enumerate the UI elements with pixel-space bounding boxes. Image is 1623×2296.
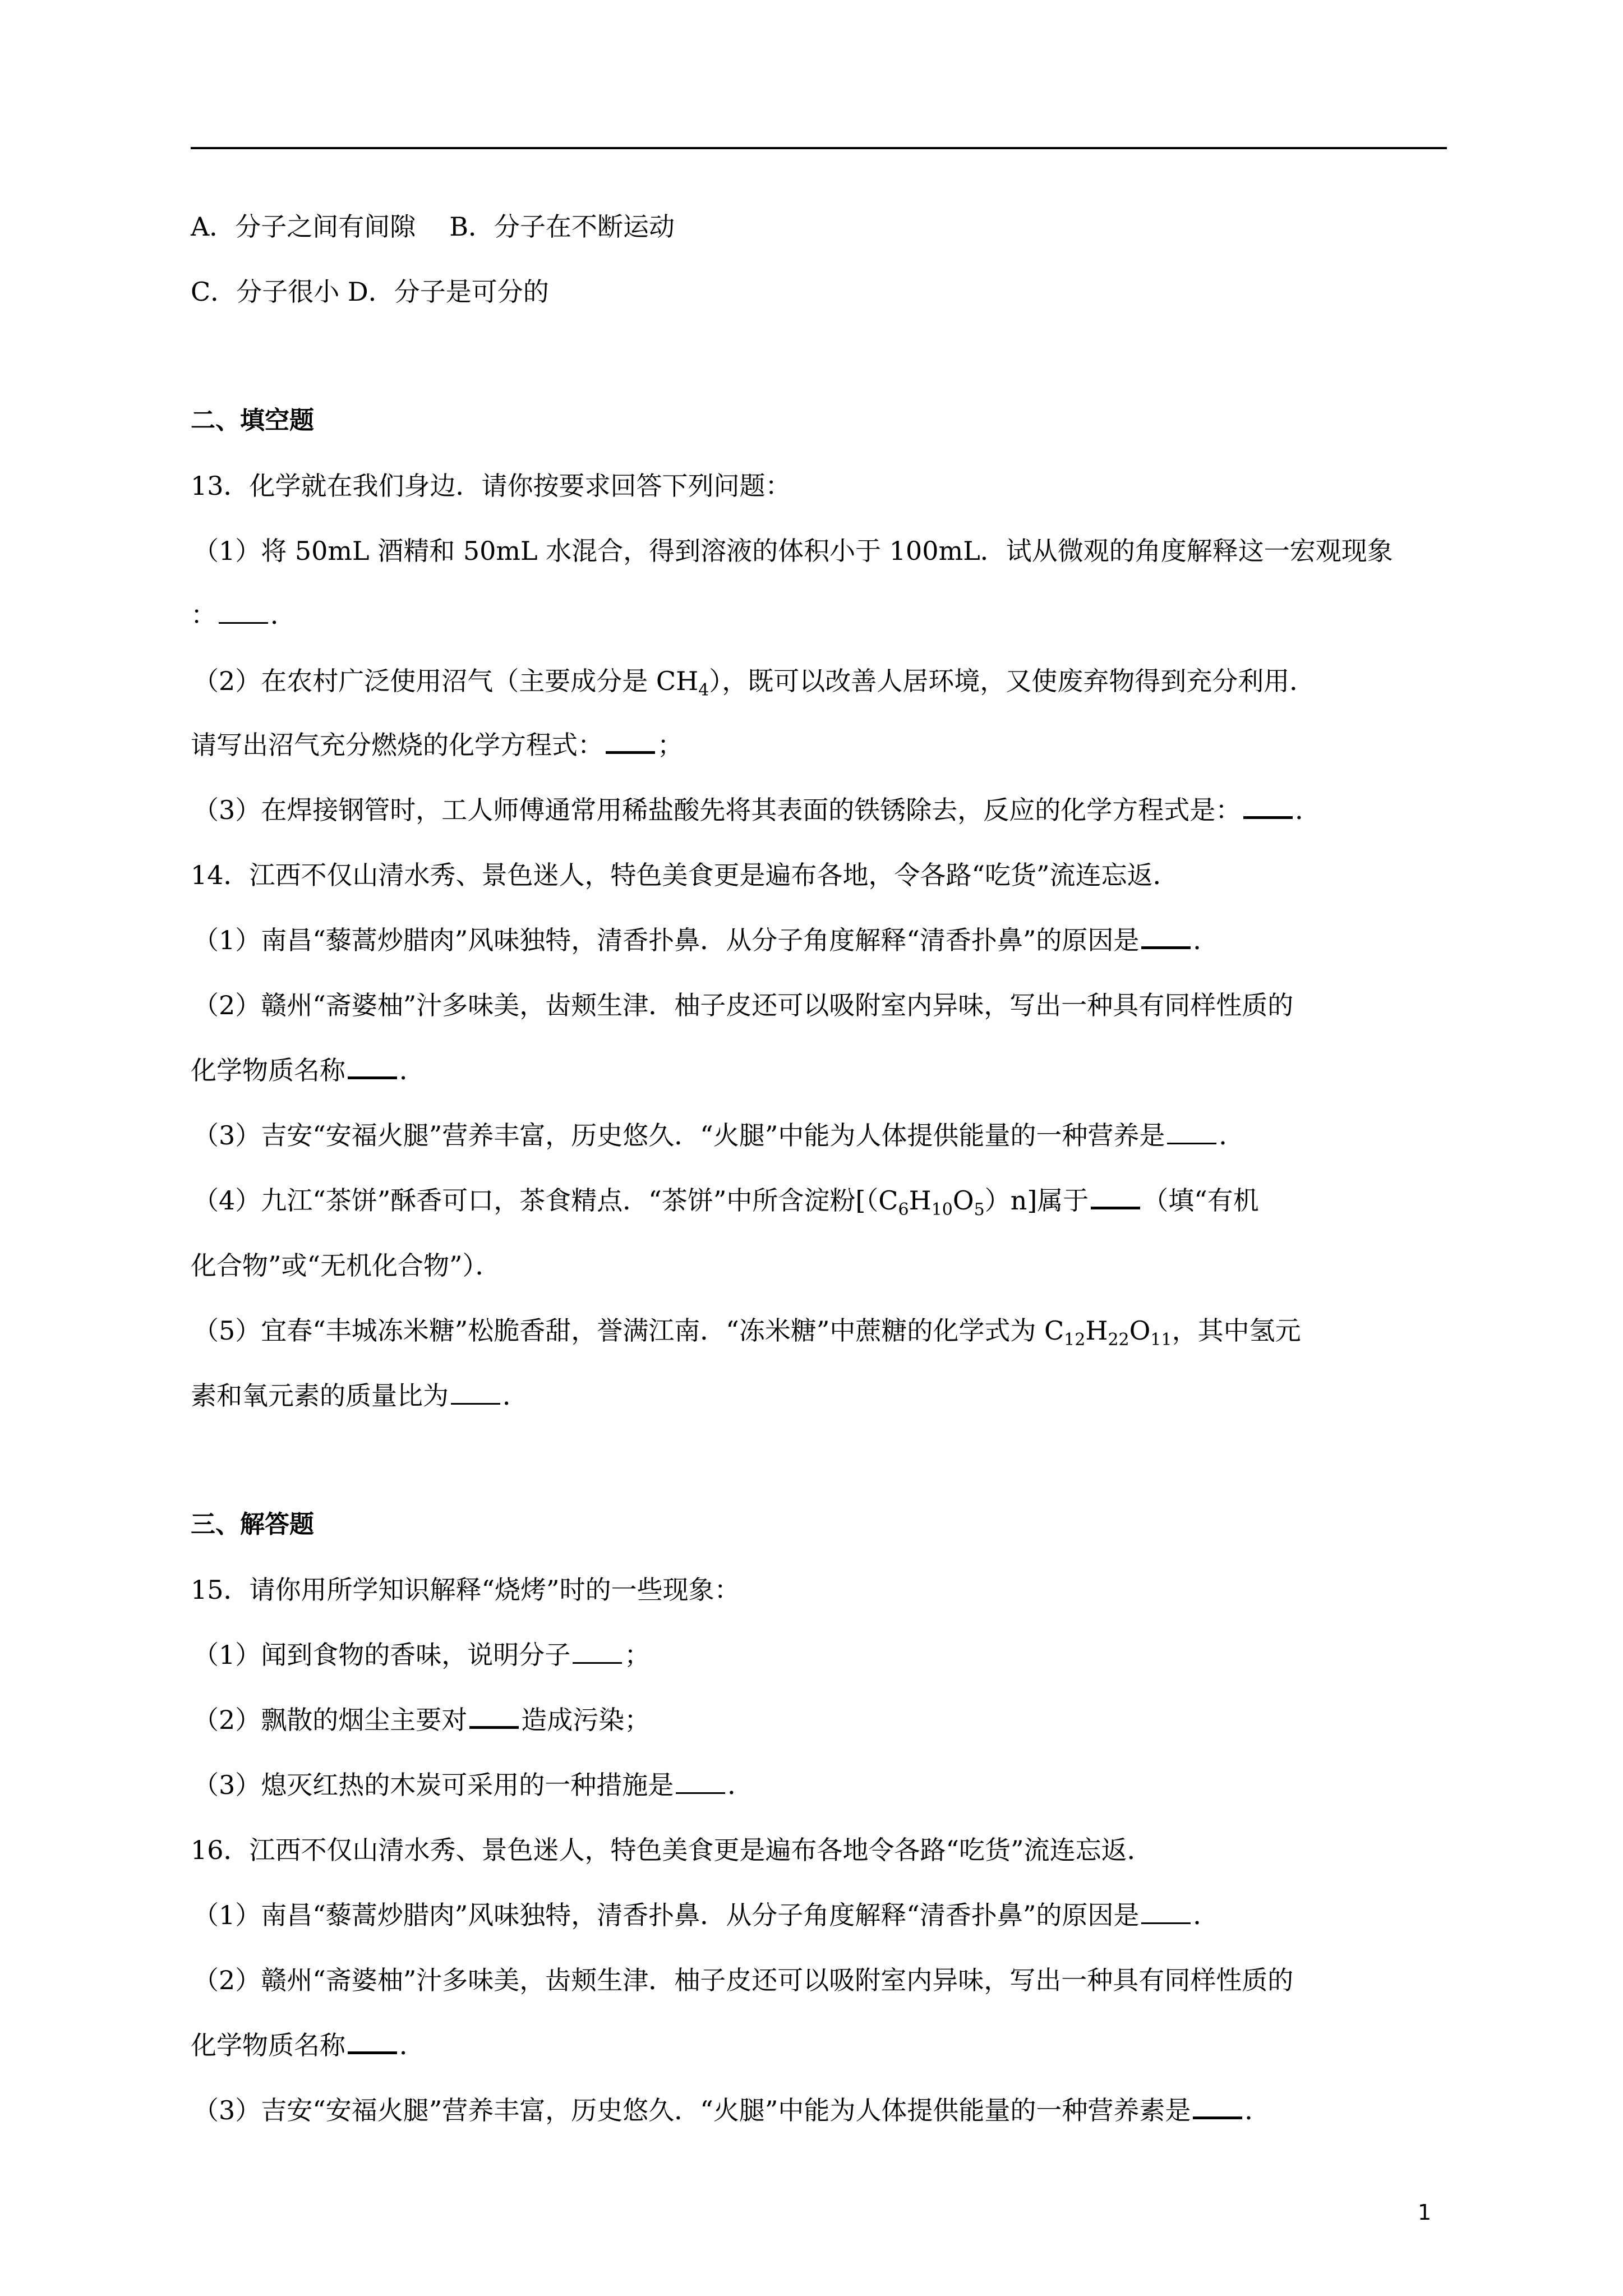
q16-part2-line2: 化学物质名称 ． [191,2030,425,2060]
section-title-answer: 三、解答题 [191,1510,314,1539]
q15-part2: （2）飘散的烟尘主要对 造成污染； [193,1705,651,1735]
answer-blank [1193,2115,1242,2119]
q14-stem: 14．江西不仅山清水秀、景色迷人，特色美食更是遍布各地，令各路“吃货”流连忘返． [191,860,1179,890]
answer-blank [1167,1142,1216,1144]
option-b: B．分子在不断运动 [449,211,675,242]
answer-blank [606,750,655,754]
answer-blank [573,1661,622,1664]
q14-part1: （1）南昌“藜蒿炒腊肉”风味独特，清香扑鼻．从分子角度解释“清香扑鼻”的原因是 ． [193,925,1219,955]
option-a: A．分子之间有间隙 [191,211,416,242]
answer-blank [219,621,268,624]
answer-blank [451,1402,500,1405]
q15-part1: （1）闻到食物的香味，说明分子 ； [193,1640,651,1670]
q14-part5-line2: 素和氧元素的质量比为 ． [191,1381,528,1411]
q15-stem: 15．请你用所学知识解释“烧烤”时的一些现象： [191,1575,740,1605]
q14-part4-line1: （4）九江“茶饼”酥香可口，茶食精点．“茶饼”中所含淀粉$[(C_6H_{10}O_5)n]$属于 （填“有机 [193,1185,1259,1220]
answer-blank [1091,1205,1140,1209]
answer-blank [348,1075,397,1079]
option-row-ab [191,210,675,243]
q16-part1: （1）南昌“藜蒿炒腊肉”风味独特，清香扑鼻．从分子角度解释“清香扑鼻”的原因是 ． [193,1900,1219,1930]
section-title-fill-in: 二、填空题 [191,406,314,435]
answer-blank [1141,945,1191,949]
q13-stem: 13．化学就在我们身边．请你按要求回答下列问题： [191,471,791,501]
header-rule [191,147,1447,149]
q14-part3: （3）吉安“安福火腿”营养丰富，历史悠久．“火腿”中能为人体提供能量的一种营养是 ． [193,1120,1245,1151]
answer-blank [1141,1921,1191,1924]
q13-part1-line1: （1）将 50mL 酒精和 50mL 水混合，得到溶液的体积小于 100mL．试从微观的角度解释这一宏观现象 [193,536,1393,566]
q16-stem: 16．江西不仅山清水秀、景色迷人，特色美食更是遍布各地令各路“吃货”流连忘返． [191,1835,1153,1865]
answer-blank [1243,815,1293,819]
q16-part3: （3）吉安“安福火腿”营养丰富，历史悠久．“火腿”中能为人体提供能量的一种营养素是 ． [193,2095,1271,2125]
q15-part3: （3）熄灭红热的木炭可采用的一种措施是 ． [193,1770,754,1800]
answer-blank [676,1791,725,1794]
q14-part4-line2: 化合物”或“无机化合物”）． [191,1250,501,1281]
q14-part5-line1: （5）宜春“丰城冻米糖”松脆香甜，誉满江南．“冻米糖”中蔗糖的化学式为 $C_{12}H_{22}O_{11}$，其中氢元 [193,1315,1301,1350]
answer-blank [348,2050,397,2054]
q16-part2-line1: （2）赣州“斋婆柚”汁多味美，齿颊生津．柚子皮还可以吸附室内异味，写出一种具有同样性质的 [193,1965,1294,1995]
q13-part2-line2: 请写出沼气充分燃烧的化学方程式： ； [191,730,683,760]
q13-part1-line2: ： ． [191,600,296,630]
q13-part3: （3）在焊接钢管时，工人师傅通常用稀盐酸先将其表面的铁锈除去，反应的化学方程式是： ． [193,795,1321,825]
q13-part2-line1: （2）在农村广泛使用沼气（主要成分是 $CH_4$），既可以改善人居环境，又使废弃物得到充分利用． [193,666,1316,701]
q14-part2-line1: （2）赣州“斋婆柚”汁多味美，齿颊生津．柚子皮还可以吸附室内异味，写出一种具有同样性质的 [193,990,1294,1020]
q14-part2-line2: 化学物质名称 ． [191,1055,425,1085]
answer-blank [469,1725,519,1729]
option-row-cd: C．分子很小 D．分子是可分的 [191,277,549,307]
page-number: 1 [1418,2200,1432,2225]
